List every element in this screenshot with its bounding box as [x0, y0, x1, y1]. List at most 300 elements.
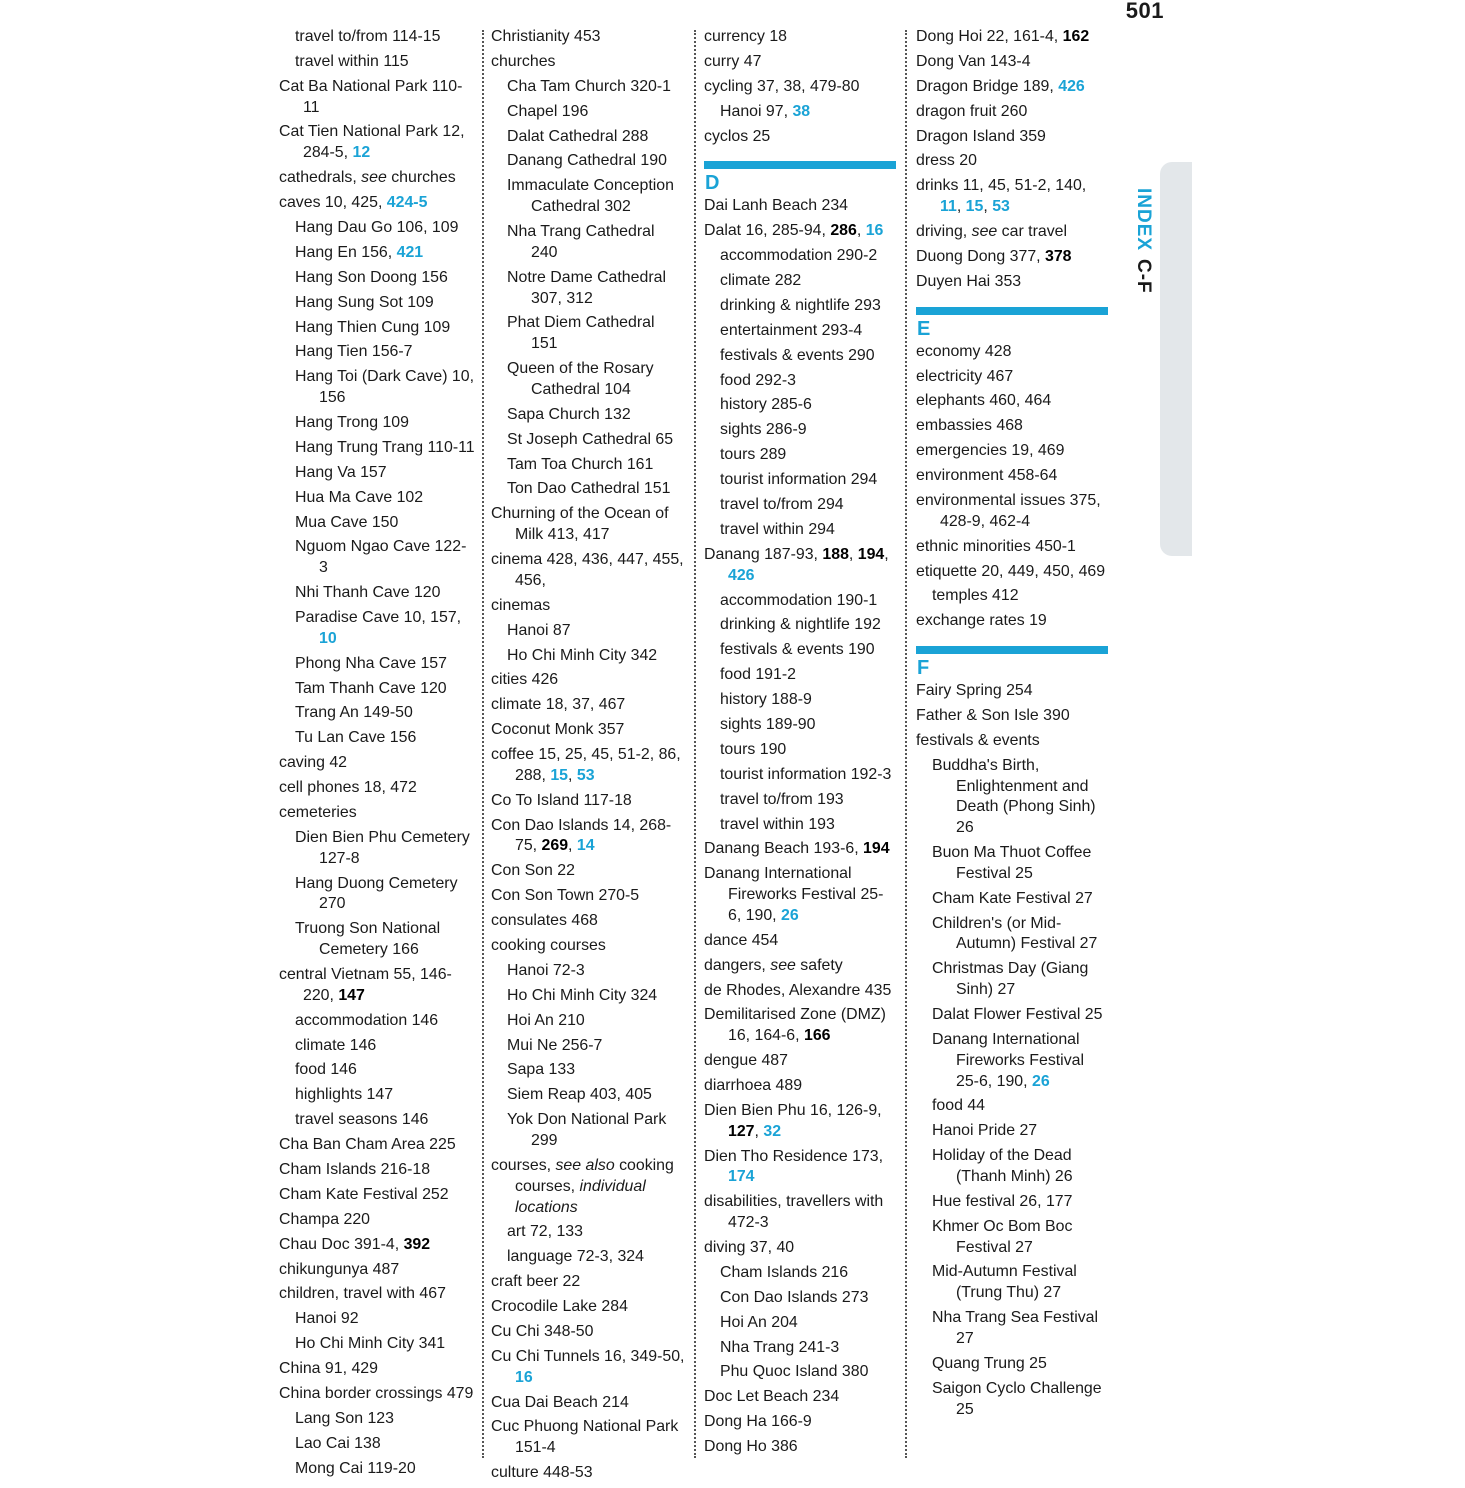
entry-text: cooking courses,	[515, 1156, 674, 1195]
index-entry	[279, 1359, 475, 1380]
index-subentry	[279, 1309, 475, 1330]
index-entry	[916, 342, 1108, 363]
index-column-4	[916, 27, 1108, 1424]
entry-text: food 191-2	[720, 666, 796, 684]
entry-text: safety	[795, 956, 843, 974]
entry-text: Doc Let Beach 234	[704, 1388, 840, 1406]
index-subentry	[704, 346, 896, 367]
bold-page-ref: 194	[863, 840, 890, 858]
map-page-ref: 53	[992, 198, 1010, 216]
index-subentry	[279, 243, 475, 264]
index-entry	[916, 52, 1108, 73]
entry-text: Christianity 453	[491, 28, 601, 45]
index-subentry	[704, 520, 896, 541]
index-subentry	[279, 679, 475, 700]
entry-text: history 285-6	[720, 396, 812, 414]
index-subentry	[279, 268, 475, 289]
entry-text: Fairy Spring 254	[916, 682, 1033, 700]
map-page-ref: 16	[515, 1368, 533, 1386]
map-page-ref: 26	[781, 906, 799, 924]
index-subentry	[279, 1434, 475, 1455]
index-entry	[704, 1437, 896, 1458]
index-subentry	[491, 430, 685, 451]
index-tab-range: C-F	[1133, 259, 1154, 294]
index-entry	[491, 911, 685, 932]
index-entry	[491, 791, 685, 812]
index-entry	[704, 77, 896, 98]
entry-text: Danang Beach 193-6,	[704, 840, 864, 858]
entry-text: car travel	[997, 223, 1068, 241]
entry-text: Cu Chi Tunnels 16, 349-50,	[491, 1347, 685, 1365]
index-entry	[916, 176, 1108, 218]
column-divider	[694, 30, 696, 1458]
entry-text: Queen of the Rosary Cathedral 104	[507, 360, 654, 398]
index-subentry	[279, 488, 475, 509]
index-entry	[491, 1347, 685, 1389]
entry-text: Nha Trang Cathedral 240	[507, 223, 655, 261]
index-subentry	[491, 359, 685, 401]
entry-text: Danang International Fireworks Festival 25-6, 190,	[704, 865, 884, 924]
entry-text: Hang En 156,	[295, 243, 397, 261]
index-entry	[279, 1210, 475, 1231]
index-entry	[279, 193, 475, 214]
entry-text: economy 428	[916, 342, 1012, 360]
index-subentry	[491, 151, 685, 172]
index-entry	[916, 611, 1108, 632]
entry-text: cell phones 18, 472	[279, 779, 417, 797]
index-entry	[704, 1147, 896, 1189]
entry-text: environment 458-64	[916, 467, 1058, 485]
entry-text: Hang Sung Sot 109	[295, 293, 434, 311]
index-subentry	[704, 815, 896, 836]
column-divider	[482, 30, 484, 1458]
index-subentry	[916, 1354, 1108, 1375]
index-subentry	[279, 919, 475, 961]
entry-text: ,	[856, 222, 866, 240]
index-entry	[704, 1101, 896, 1143]
entry-text: elephants 460, 464	[916, 392, 1052, 410]
index-entry	[491, 52, 685, 73]
entry-text: craft beer 22	[491, 1273, 581, 1291]
entry-text: Saigon Cyclo Challenge 25	[932, 1379, 1102, 1418]
entry-text: cinemas	[491, 596, 551, 614]
entry-text: Cha Ban Cham Area 225	[279, 1136, 456, 1154]
bold-page-ref: 166	[803, 1027, 831, 1045]
index-subentry	[916, 1146, 1108, 1188]
cross-ref-text: see	[971, 223, 998, 241]
entry-text: Tu Lan Cave 156	[295, 729, 417, 747]
index-entry	[279, 1284, 475, 1305]
map-page-ref: 10	[319, 629, 337, 647]
index-subentry	[916, 1005, 1108, 1026]
entry-text: Tam Thanh Cave 120	[295, 679, 447, 697]
section-letter: D	[705, 172, 720, 195]
entry-text: children, travel with 467	[279, 1285, 446, 1303]
entry-text: ethnic minorities 450-1	[916, 537, 1076, 555]
map-page-ref: 11	[940, 198, 957, 216]
index-subentry	[279, 27, 475, 48]
entry-text: Hang Trong 109	[295, 413, 409, 431]
index-entry	[491, 670, 685, 691]
index-entry	[491, 596, 685, 617]
index-entry	[704, 545, 896, 587]
bold-page-ref: 194	[857, 545, 885, 563]
entry-text: Con Dao Islands 273	[720, 1288, 869, 1306]
entry-text: Nha Trang 241-3	[720, 1338, 840, 1356]
entry-text: disabilities, travellers with 472-3	[704, 1193, 884, 1232]
entry-text: Hang Thien Cung 109	[295, 318, 451, 336]
entry-text: de Rhodes, Alexandre 435	[704, 981, 892, 999]
index-subentry	[916, 1121, 1108, 1142]
index-entry	[704, 1051, 896, 1072]
bold-page-ref: 269	[541, 837, 569, 855]
entry-text: Cat Tien National Park 12, 284-5,	[279, 123, 465, 162]
index-column-3	[704, 27, 896, 1462]
entry-text: Dien Tho Residence 173,	[704, 1147, 884, 1165]
index-subentry	[916, 1096, 1108, 1117]
index-tab-title: INDEX	[1133, 188, 1154, 252]
entry-text: Hua Ma Cave 102	[295, 488, 424, 506]
entry-text: cooking courses	[491, 937, 606, 954]
bold-page-ref: 147	[338, 986, 365, 1004]
index-subentry	[704, 495, 896, 516]
entry-text: drinks 11, 45, 51-2, 140,	[916, 177, 1087, 195]
entry-text: Cu Chi 348-50	[491, 1322, 594, 1340]
cross-ref-text: see	[770, 956, 796, 974]
entry-text: Hoi An 210	[507, 1011, 585, 1029]
index-subentry	[491, 1222, 685, 1243]
index-subentry	[704, 371, 896, 392]
entry-text: climate 282	[720, 272, 802, 290]
index-subentry	[491, 621, 685, 642]
index-entry	[491, 1156, 685, 1218]
entry-text: Holiday of the Dead (Thanh Minh) 26	[932, 1147, 1073, 1185]
index-subentry	[491, 222, 685, 264]
index-entry	[279, 753, 475, 774]
entry-text: diving 37, 40	[704, 1239, 795, 1256]
entry-text: electricity 467	[916, 367, 1014, 385]
map-page-ref: 38	[792, 102, 811, 120]
index-entry	[916, 491, 1108, 533]
index-subentry	[704, 715, 896, 736]
entry-text: sights 189-90	[720, 715, 816, 733]
entry-text: caving 42	[279, 754, 348, 772]
entry-text: Hang Tien 156-7	[295, 343, 413, 361]
page-number: 501	[1125, 0, 1164, 23]
section-divider-bar	[916, 646, 1108, 654]
entry-text: Immaculate Conception Cathedral 302	[507, 177, 674, 216]
index-subentry	[279, 438, 475, 459]
entry-text: Danang 187-93,	[704, 545, 823, 563]
index-entry	[279, 803, 475, 824]
entry-text: Lao Cai 138	[295, 1434, 381, 1452]
entry-text: travel to/from 193	[720, 790, 844, 808]
entry-text: Nha Trang Sea Festival 27	[932, 1309, 1099, 1347]
index-column-2	[491, 27, 685, 1488]
index-entry	[704, 1005, 896, 1047]
index-subentry	[704, 102, 896, 123]
entry-text: drinking & nightlife 293	[720, 296, 881, 314]
entry-text: Hang Dau Go 106, 109	[295, 218, 459, 236]
index-entry	[704, 27, 896, 48]
entry-text: ,	[568, 766, 577, 784]
entry-text: Sapa 133	[507, 1061, 576, 1079]
index-entry	[704, 931, 896, 952]
index-entry	[491, 1297, 685, 1318]
index-subentry	[916, 914, 1108, 956]
index-subentry	[491, 268, 685, 310]
entry-text: cities 426	[491, 671, 559, 689]
entry-text: Dai Lanh Beach 234	[704, 197, 849, 215]
entry-text: Cham Kate Festival 27	[932, 889, 1093, 907]
index-entry	[704, 221, 896, 242]
entry-text: tourist information 192-3	[720, 765, 892, 783]
entry-text: dress 20	[916, 152, 977, 170]
index-subentry	[916, 1217, 1108, 1259]
index-entry	[704, 864, 896, 926]
entry-text: Mua Cave 150	[295, 513, 399, 531]
entry-text: dangers,	[704, 956, 771, 974]
index-subentry	[491, 77, 685, 98]
map-page-ref: 26	[1031, 1072, 1050, 1090]
section-letter: E	[917, 317, 931, 340]
index-entry	[491, 816, 685, 858]
index-subentry	[704, 690, 896, 711]
map-page-ref: 424-5	[386, 194, 428, 212]
entry-text: ,	[956, 198, 966, 216]
section-letter: F	[917, 657, 930, 680]
entry-text: climate 18, 37, 467	[491, 696, 626, 714]
index-entry	[279, 1135, 475, 1156]
entry-text: ,	[848, 545, 858, 563]
index-subentry	[491, 405, 685, 426]
entry-text: Nhi Thanh Cave 120	[295, 584, 441, 602]
entry-text: Crocodile Lake 284	[491, 1298, 628, 1316]
index-entry	[279, 778, 475, 799]
entry-text: exchange rates 19	[916, 612, 1047, 630]
bold-page-ref: 378	[1045, 247, 1072, 265]
index-entry	[704, 1192, 896, 1234]
index-entry	[916, 706, 1108, 727]
entry-text: Hue festival 26, 177	[932, 1192, 1073, 1210]
entry-text: climate 146	[295, 1036, 377, 1054]
entry-text: Cha Tam Church 320-1	[507, 77, 671, 95]
bold-page-ref: 127	[728, 1122, 755, 1140]
entry-text: Ho Chi Minh City 342	[507, 646, 658, 664]
index-subentry	[704, 1263, 896, 1284]
entry-text: cathedrals,	[279, 169, 362, 187]
index-entry	[491, 550, 685, 592]
index-subentry	[491, 1036, 685, 1057]
index-subentry	[491, 1110, 685, 1152]
entry-text: Hang Duong Cemetery 270	[295, 874, 458, 913]
entry-text: Dong Ho 386	[704, 1438, 798, 1456]
bold-page-ref: 286	[830, 222, 857, 240]
index-entry	[916, 562, 1108, 583]
index-subentry	[704, 246, 896, 267]
cross-ref-text: see also	[555, 1156, 615, 1174]
index-subentry	[491, 1060, 685, 1081]
index-subentry	[279, 703, 475, 724]
entry-text: Siem Reap 403, 405	[507, 1086, 652, 1104]
entry-text: Hang Toi (Dark Cave) 10, 156	[295, 368, 474, 407]
section-divider-bar	[916, 307, 1108, 315]
entry-text: Danang Cathedral 190	[507, 152, 667, 170]
index-entry	[916, 391, 1108, 412]
index-subentry	[279, 728, 475, 749]
entry-text: driving,	[916, 223, 972, 241]
entry-text: central Vietnam 55, 146-220,	[279, 965, 452, 1004]
index-subentry	[916, 889, 1108, 910]
entry-text: Phu Quoc Island 380	[720, 1363, 869, 1381]
entry-text: Notre Dame Cathedral 307, 312	[507, 268, 666, 307]
index-entry	[916, 731, 1108, 752]
index-entry	[916, 416, 1108, 437]
index-subentry	[704, 1288, 896, 1309]
section-thumb-tab	[1160, 162, 1192, 556]
index-subentry	[704, 296, 896, 317]
index-subentry	[279, 1060, 475, 1081]
entry-text: Cua Dai Beach 214	[491, 1393, 629, 1411]
index-entry	[916, 247, 1108, 268]
index-entry	[491, 1417, 685, 1459]
index-entry	[704, 1076, 896, 1097]
index-subentry	[279, 654, 475, 675]
entry-text: caves 10, 425,	[279, 194, 387, 212]
entry-text: ,	[754, 1122, 764, 1140]
entry-text: Phong Nha Cave 157	[295, 654, 447, 672]
entry-text: cyclos 25	[704, 127, 771, 145]
index-subentry	[491, 479, 685, 500]
entry-text: Hanoi Pride 27	[932, 1122, 1038, 1140]
entry-text: etiquette 20, 449, 450, 469	[916, 562, 1106, 580]
index-entry	[704, 127, 896, 148]
map-page-ref: 421	[396, 243, 424, 261]
index-subentry	[279, 513, 475, 534]
entry-text: travel within 115	[295, 52, 409, 70]
entry-text: Demilitarised Zone (DMZ) 16, 164-6,	[704, 1006, 886, 1045]
index-subentry	[279, 1011, 475, 1032]
index-entry	[279, 1160, 475, 1181]
index-entry	[491, 504, 685, 546]
entry-text: Dong Van 143-4	[916, 52, 1031, 70]
index-entry	[491, 861, 685, 882]
entry-text: travel seasons 146	[295, 1111, 429, 1129]
entry-text: travel within 294	[720, 520, 835, 538]
index-entry	[491, 1393, 685, 1414]
entry-text: Chapel 196	[507, 102, 589, 120]
index-entry	[704, 839, 896, 860]
index-subentry	[279, 874, 475, 916]
index-entry	[279, 168, 475, 189]
index-subentry	[916, 586, 1108, 607]
entry-text: Duyen Hai 353	[916, 272, 1022, 290]
index-entry	[916, 102, 1108, 123]
index-entry	[279, 1384, 475, 1405]
index-subentry	[491, 313, 685, 355]
index-entry	[916, 272, 1108, 293]
entry-text: Hanoi 92	[295, 1310, 359, 1328]
entry-text: Con Son Town 270-5	[491, 887, 640, 905]
map-page-ref: 14	[576, 837, 595, 855]
index-subentry	[491, 102, 685, 123]
index-subentry	[279, 608, 475, 650]
index-entry	[491, 1272, 685, 1293]
entry-text: Hanoi 97,	[720, 102, 793, 120]
index-entry	[491, 1463, 685, 1484]
index-subentry	[704, 395, 896, 416]
index-entry	[704, 956, 896, 977]
entry-text: Champa 220	[279, 1210, 370, 1228]
index-entry	[916, 27, 1108, 48]
entry-text: embassies 468	[916, 417, 1023, 435]
map-page-ref: 426	[1058, 77, 1085, 95]
index-subentry	[704, 790, 896, 811]
entry-text: history 188-9	[720, 691, 812, 709]
entry-text: Cham Islands 216-18	[279, 1161, 431, 1179]
index-subentry	[916, 843, 1108, 885]
index-subentry	[279, 367, 475, 409]
index-entry	[704, 981, 896, 1002]
index-subentry	[279, 1036, 475, 1057]
index-subentry	[279, 583, 475, 604]
index-entry	[279, 122, 475, 164]
index-subentry	[704, 445, 896, 466]
index-subentry	[704, 470, 896, 491]
entry-text: Dien Bien Phu Cemetery 127-8	[295, 828, 470, 867]
index-subentry	[704, 1313, 896, 1334]
entry-text: Dong Ha 166-9	[704, 1413, 812, 1431]
entry-text: Danang International Fireworks Festival 25-6, 190,	[932, 1030, 1085, 1090]
entry-text: drinking & nightlife 192	[720, 616, 881, 634]
index-subentry	[916, 1262, 1108, 1304]
entry-text: Ton Dao Cathedral 151	[507, 480, 671, 498]
entry-text: Churning of the Ocean of Milk 413, 417	[491, 505, 669, 544]
index-entry	[279, 1235, 475, 1256]
entry-text: travel to/from 294	[720, 496, 844, 514]
index-subentry	[704, 1362, 896, 1383]
index-subentry	[491, 646, 685, 667]
bold-page-ref: 162	[1062, 28, 1090, 45]
index-subentry	[279, 218, 475, 239]
index-column-1	[279, 27, 475, 1484]
entry-text: sights 286-9	[720, 421, 807, 439]
index-subentry	[491, 986, 685, 1007]
entry-text: ,	[568, 837, 577, 855]
index-subentry	[279, 1110, 475, 1131]
entry-text: Co To Island 117-18	[491, 791, 632, 809]
index-entry	[916, 537, 1108, 558]
entry-text: Coconut Monk 357	[491, 721, 625, 739]
entry-text: Tam Toa Church 161	[507, 455, 654, 473]
entry-text: language 72-3, 324	[507, 1248, 644, 1266]
index-entry	[916, 367, 1108, 388]
index-subentry	[491, 1247, 685, 1268]
index-subentry	[491, 1011, 685, 1032]
index-subentry	[916, 1030, 1108, 1092]
entry-text: tours 190	[720, 740, 787, 758]
entry-text: culture 448-53	[491, 1464, 593, 1482]
map-page-ref: 15	[550, 766, 569, 784]
entry-text: Phat Diem Cathedral 151	[507, 314, 655, 353]
entry-text: Dalat 16, 285-94,	[704, 222, 831, 240]
index-entry	[491, 695, 685, 716]
index-subentry	[916, 756, 1108, 839]
entry-text: Yok Don National Park 299	[507, 1111, 667, 1150]
section-divider-bar	[704, 161, 896, 169]
index-entry	[704, 1412, 896, 1433]
entry-text: Cat Ba National Park 110-11	[279, 77, 463, 116]
